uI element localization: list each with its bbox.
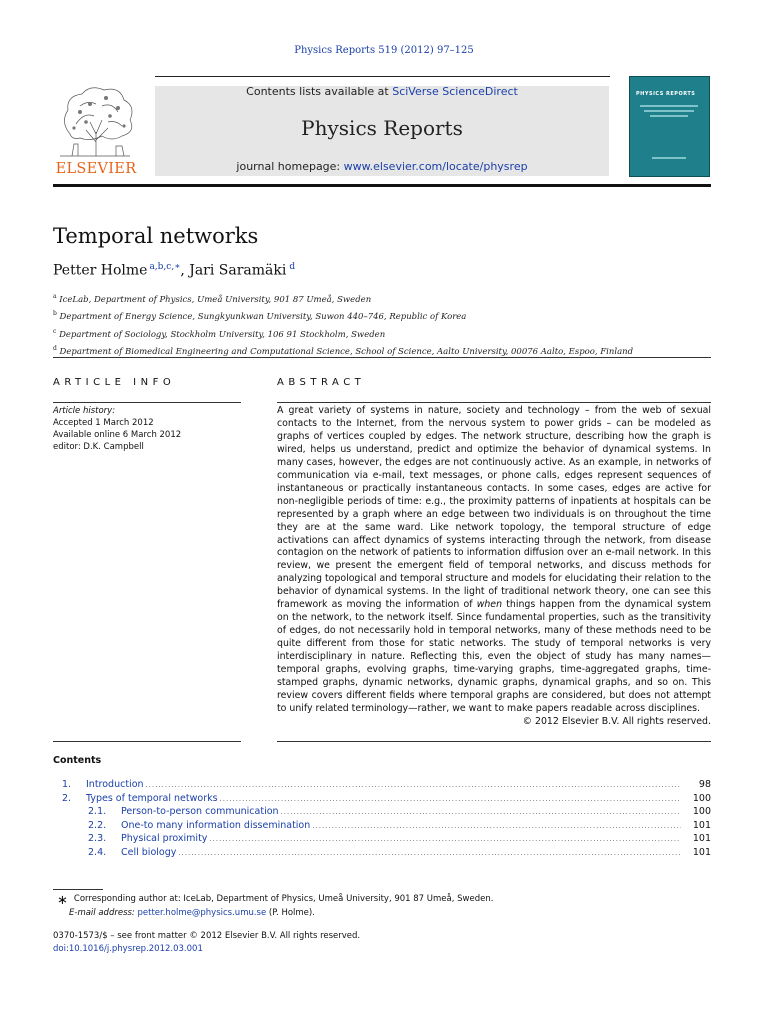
toc-title-link[interactable]: Introduction: [86, 779, 144, 790]
toc-number: 2.2.: [88, 819, 107, 831]
toc-page: 100: [692, 806, 711, 818]
toc-page: 101: [692, 819, 711, 831]
affiliation-mark: c: [53, 327, 57, 335]
author-affiliation-link[interactable]: a,b,c,∗: [149, 262, 181, 272]
affiliation-mark: d: [53, 345, 57, 353]
toc-title-link[interactable]: Person-to-person communication: [121, 806, 279, 818]
contents-prefix: Contents lists available at: [246, 85, 393, 98]
elsevier-wordmark: ELSEVIER: [55, 161, 137, 177]
abstract-heading: ABSTRACT: [277, 377, 366, 388]
toc-number: 1.: [62, 779, 72, 790]
affiliation-text: Department of Biomedical Engineering and Computational Science, School of Science, Aalto University, 00076 Aalto, Espoo, Finland: [59, 347, 634, 358]
section-rule: [53, 357, 711, 358]
doi-link[interactable]: doi:10.1016/j.physrep.2012.03.001: [53, 943, 203, 954]
homepage-link[interactable]: www.elsevier.com/locate/physrep: [343, 160, 528, 173]
sciencedirect-link[interactable]: SciVerse ScienceDirect: [392, 85, 518, 98]
abstract-emphasis: when: [476, 599, 503, 611]
toc-title-link[interactable]: Cell biology: [121, 846, 177, 858]
email-label: E-mail address:: [69, 908, 135, 918]
toc-page: 101: [692, 846, 711, 858]
table-of-contents: [53, 779, 711, 861]
toc-number: 2.4.: [88, 846, 107, 858]
footnote-rule: [53, 889, 103, 890]
cover-line: [652, 157, 686, 159]
email-link[interactable]: petter.holme@physics.umu.se: [137, 908, 267, 918]
issn-line: 0370-1573/$ – see front matter © 2012 Elsevier B.V. All rights reserved.: [53, 931, 361, 941]
footnote-mark: ∗: [57, 893, 68, 908]
affiliations: [53, 290, 633, 360]
article-info-rule: [53, 402, 241, 403]
toc-entry[interactable]: [53, 779, 711, 793]
email-suffix: (P. Holme).: [266, 908, 315, 918]
abstract-rule: [277, 402, 711, 403]
homepage-prefix: journal homepage:: [236, 160, 344, 173]
cover-line: [640, 105, 698, 107]
affiliation-text: Department of Energy Science, Sungkyunkwan University, Suwon 440–746, Republic of Korea: [59, 312, 467, 323]
author-name: Jari Saramäki: [189, 262, 287, 279]
abstract-body: [277, 405, 711, 729]
affiliation-item: [53, 290, 633, 307]
cover-line: [650, 115, 688, 117]
footnote-line: [57, 893, 493, 907]
editor: editor: D.K. Campbell: [53, 442, 144, 452]
toc-page: 101: [692, 833, 711, 845]
toc-leader: [312, 822, 681, 830]
cover-title: PHYSICS REPORTS: [636, 91, 696, 97]
contents-heading: Contents: [53, 755, 102, 766]
abstract-text: [277, 405, 711, 716]
toc-page: 100: [692, 792, 711, 804]
cover-line: [644, 110, 694, 112]
toc-entry[interactable]: [53, 793, 711, 807]
accepted-date: Accepted 1 March 2012: [53, 418, 154, 428]
toc-number: 2.: [62, 792, 72, 804]
toc-title-link[interactable]: One-to many information dissemination: [121, 819, 311, 831]
toc-entry[interactable]: [53, 847, 711, 861]
toc-leader: [146, 781, 681, 789]
abstract-text-part: things happen from the dynamical system on the network, to the network itself. Since fundamental properties, such as the transitivity of edges, do not necessarily hold in temporal networks, many of these methods need to be quite different from those for static networks. The study of temporal networks is very interdisciplinary in nature. Reflecting this, even the object of study has many names—temporal graphs, evolving graphs, time-varying graphs, time-aggregated graphs, time-stamped graphs, dynamic networks, dynamic graphs, dynamical graphs, and so on. This review covers different fields where temporal graphs are considered, but does not attempt to unify related terminology—rather, we want to make papers readable across disciplines.: [277, 599, 711, 714]
toc-title-link[interactable]: Types of temporal networks: [86, 792, 218, 804]
article-info-heading: ARTICLE INFO: [53, 377, 176, 388]
author-separator: ,: [180, 262, 190, 279]
abstract-text-part: A great variety of systems in nature, society and technology – from the web of sexual contacts to the Internet, from the nervous system to power grids – can be modeled as graphs of vertices coupled by edges. The network structure, describing how the graph is wired, helps us understand, predict and optimize the behavior of dynamical systems. In many cases, however, the edges are not continuously active. As an example, in networks of communication via e-mail, text messages, or phone calls, edges represent sequences of instantaneous or practically instantaneous contacts. In some cases, edges are active for non-negligible periods of time: e.g., the proximity patterns of inpatients at hospitals can be represented by a graph where an edge between two individuals is on throughout the time they are at the same ward. Like network topology, the temporal structure of edge activations can affect dynamics of systems interacting through the network, from disease contagion on the network of patients to information diffusion over an e-mail network. In this review, we present the emergent field of temporal networks, and discuss methods for analyzing topological and temporal structure and models for elucidating their relation to the behavior of dynamical systems. In the light of traditional network theory, one can see this framework as moving the information of: [277, 405, 711, 611]
abstract-rule: [277, 741, 711, 742]
front-matter-info: [53, 930, 360, 955]
footnote-email-line: [57, 907, 493, 920]
author-line: [53, 262, 295, 279]
toc-leader: [281, 808, 681, 816]
elsevier-logo[interactable]: [50, 82, 142, 178]
affiliation-text: IceLab, Department of Physics, Umeå University, 901 87 Umeå, Sweden: [59, 294, 372, 305]
journal-cover-thumbnail[interactable]: [629, 76, 710, 177]
affiliation-item: [53, 307, 633, 324]
toc-leader: [209, 835, 681, 843]
toc-number: 2.1.: [88, 806, 107, 818]
history-label: Article history:: [53, 406, 116, 416]
affiliation-item: [53, 325, 633, 342]
toc-leader: [178, 849, 681, 857]
toc-entry[interactable]: [53, 806, 711, 820]
corresponding-author-footnote: [57, 893, 493, 920]
online-date: Available online 6 March 2012: [53, 430, 182, 440]
affiliation-mark: b: [53, 310, 57, 318]
header-rule: [155, 76, 610, 77]
toc-entry[interactable]: [53, 833, 711, 847]
toc-number: 2.3.: [88, 833, 107, 845]
masthead-rule: [53, 184, 711, 187]
contents-availability: [155, 85, 609, 98]
author-name: Petter Holme: [53, 262, 148, 279]
footnote-text: Corresponding author at: IceLab, Department of Physics, Umeå University, 901 87 Umeå, Sweden.: [73, 894, 494, 904]
journal-homepage: [155, 160, 609, 173]
article-info-rule: [53, 741, 241, 742]
journal-title: Physics Reports: [301, 116, 463, 140]
article-title: Temporal networks: [53, 224, 259, 248]
running-head[interactable]: Physics Reports 519 (2012) 97–125: [294, 45, 474, 56]
affiliation-mark: a: [53, 293, 57, 300]
abstract-copyright: © 2012 Elsevier B.V. All rights reserved.: [522, 715, 711, 727]
toc-page: 98: [698, 779, 711, 790]
author-affiliation-link[interactable]: d: [289, 262, 296, 272]
toc-entry[interactable]: [53, 820, 711, 834]
toc-leader: [220, 795, 681, 803]
affiliation-text: Department of Sociology, Stockholm University, 106 91 Stockholm, Sweden: [59, 329, 386, 340]
toc-title-link[interactable]: Physical proximity: [121, 833, 208, 845]
article-history: [53, 405, 181, 453]
